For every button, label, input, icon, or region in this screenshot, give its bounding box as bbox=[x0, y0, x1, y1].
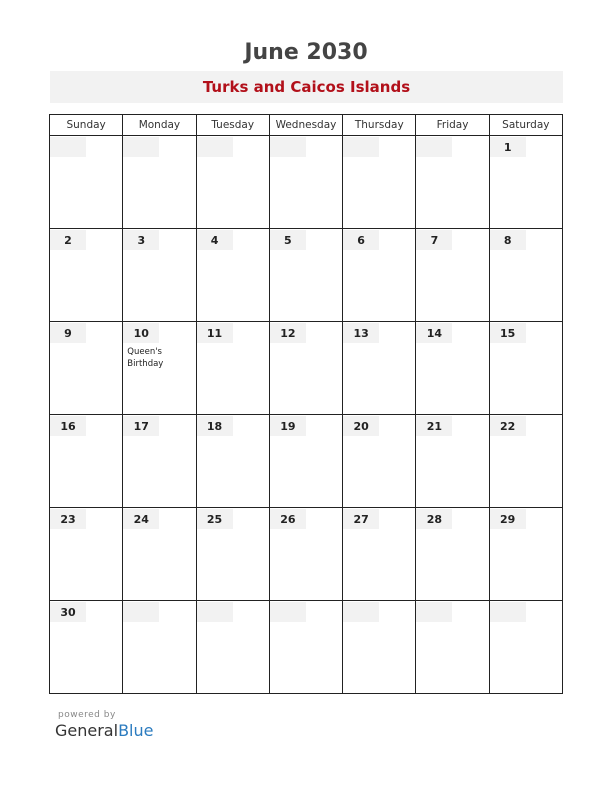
day-number bbox=[416, 137, 452, 157]
day-cell[interactable] bbox=[269, 229, 342, 322]
day-cell[interactable] bbox=[489, 601, 562, 694]
day-cell[interactable] bbox=[343, 322, 416, 415]
day-cell[interactable] bbox=[416, 322, 489, 415]
weekday-header: Tuesday bbox=[196, 115, 269, 136]
day-number: 30 bbox=[50, 602, 86, 622]
weekday-header: Thursday bbox=[343, 115, 416, 136]
day-cell[interactable] bbox=[196, 601, 269, 694]
day-number: 15 bbox=[490, 323, 526, 343]
day-cell[interactable] bbox=[123, 601, 196, 694]
day-cell[interactable] bbox=[269, 601, 342, 694]
day-cell[interactable] bbox=[416, 136, 489, 229]
day-number bbox=[343, 137, 379, 157]
day-cell[interactable] bbox=[489, 136, 562, 229]
day-cell[interactable] bbox=[123, 508, 196, 601]
day-cell[interactable] bbox=[196, 415, 269, 508]
day-cell[interactable] bbox=[416, 229, 489, 322]
day-number: 2 bbox=[50, 230, 86, 250]
day-cell[interactable] bbox=[343, 601, 416, 694]
day-number bbox=[123, 137, 159, 157]
day-cell[interactable] bbox=[123, 322, 196, 415]
page-title: June 2030 bbox=[244, 40, 368, 65]
day-number: 20 bbox=[343, 416, 379, 436]
weekday-header: Wednesday bbox=[269, 115, 342, 136]
generalblue-logo[interactable] bbox=[55, 721, 153, 740]
country-banner bbox=[50, 71, 563, 103]
day-number: 22 bbox=[490, 416, 526, 436]
day-cell[interactable] bbox=[269, 508, 342, 601]
day-number: 29 bbox=[490, 509, 526, 529]
country-name: Turks and Caicos Islands bbox=[202, 78, 411, 96]
day-number bbox=[197, 137, 233, 157]
day-cell[interactable] bbox=[123, 415, 196, 508]
weekday-header-row bbox=[50, 115, 563, 136]
weekday-header: Friday bbox=[416, 115, 489, 136]
day-number: 5 bbox=[270, 230, 306, 250]
day-number: 28 bbox=[416, 509, 452, 529]
day-cell[interactable] bbox=[269, 415, 342, 508]
day-number: 17 bbox=[123, 416, 159, 436]
day-cell[interactable] bbox=[50, 508, 123, 601]
week-row bbox=[50, 508, 563, 601]
day-number: 24 bbox=[123, 509, 159, 529]
day-cell[interactable] bbox=[196, 322, 269, 415]
brand-blue: Blue bbox=[118, 721, 154, 740]
day-number: 16 bbox=[50, 416, 86, 436]
day-cell[interactable] bbox=[269, 136, 342, 229]
week-row bbox=[50, 601, 563, 694]
day-number: 13 bbox=[343, 323, 379, 343]
day-number: 14 bbox=[416, 323, 452, 343]
day-number: 10 bbox=[123, 323, 159, 343]
day-cell[interactable] bbox=[343, 136, 416, 229]
weekday-header: Monday bbox=[123, 115, 196, 136]
day-cell[interactable] bbox=[123, 229, 196, 322]
day-cell[interactable] bbox=[416, 415, 489, 508]
day-number bbox=[343, 602, 379, 622]
day-cell[interactable] bbox=[50, 322, 123, 415]
day-number bbox=[270, 602, 306, 622]
day-cell[interactable] bbox=[489, 322, 562, 415]
day-number bbox=[123, 602, 159, 622]
day-number: 12 bbox=[270, 323, 306, 343]
day-number: 6 bbox=[343, 230, 379, 250]
day-cell[interactable] bbox=[269, 322, 342, 415]
calendar-grid bbox=[49, 114, 563, 694]
day-cell[interactable] bbox=[50, 136, 123, 229]
day-number: 25 bbox=[197, 509, 233, 529]
day-cell[interactable] bbox=[50, 601, 123, 694]
day-cell[interactable] bbox=[489, 415, 562, 508]
holiday-label: Queen's Birthday bbox=[127, 347, 164, 369]
day-number bbox=[416, 602, 452, 622]
day-number: 26 bbox=[270, 509, 306, 529]
day-number: 11 bbox=[197, 323, 233, 343]
day-cell[interactable] bbox=[489, 229, 562, 322]
week-row bbox=[50, 229, 563, 322]
day-number: 27 bbox=[343, 509, 379, 529]
day-number: 3 bbox=[123, 230, 159, 250]
powered-by-label: powered by bbox=[58, 710, 116, 720]
week-row bbox=[50, 136, 563, 229]
day-number bbox=[270, 137, 306, 157]
week-row bbox=[50, 322, 563, 415]
weekday-header: Saturday bbox=[489, 115, 562, 136]
day-cell[interactable] bbox=[123, 136, 196, 229]
day-cell[interactable] bbox=[196, 136, 269, 229]
day-cell[interactable] bbox=[196, 508, 269, 601]
day-cell[interactable] bbox=[343, 415, 416, 508]
day-number: 18 bbox=[197, 416, 233, 436]
day-number: 23 bbox=[50, 509, 86, 529]
day-cell[interactable] bbox=[50, 229, 123, 322]
day-number: 4 bbox=[197, 230, 233, 250]
brand-general: General bbox=[55, 721, 119, 740]
day-number: 8 bbox=[490, 230, 526, 250]
week-row bbox=[50, 415, 563, 508]
day-number bbox=[490, 602, 526, 622]
day-cell[interactable] bbox=[343, 508, 416, 601]
day-cell[interactable] bbox=[196, 229, 269, 322]
day-number bbox=[50, 137, 86, 157]
weekday-header: Sunday bbox=[50, 115, 123, 136]
day-number: 19 bbox=[270, 416, 306, 436]
day-number: 1 bbox=[490, 137, 526, 157]
day-cell[interactable] bbox=[416, 601, 489, 694]
day-cell[interactable] bbox=[343, 229, 416, 322]
day-number bbox=[197, 602, 233, 622]
day-cell[interactable] bbox=[489, 508, 562, 601]
day-cell[interactable] bbox=[50, 415, 123, 508]
day-number: 9 bbox=[50, 323, 86, 343]
day-number: 7 bbox=[416, 230, 452, 250]
day-cell[interactable] bbox=[416, 508, 489, 601]
day-number: 21 bbox=[416, 416, 452, 436]
